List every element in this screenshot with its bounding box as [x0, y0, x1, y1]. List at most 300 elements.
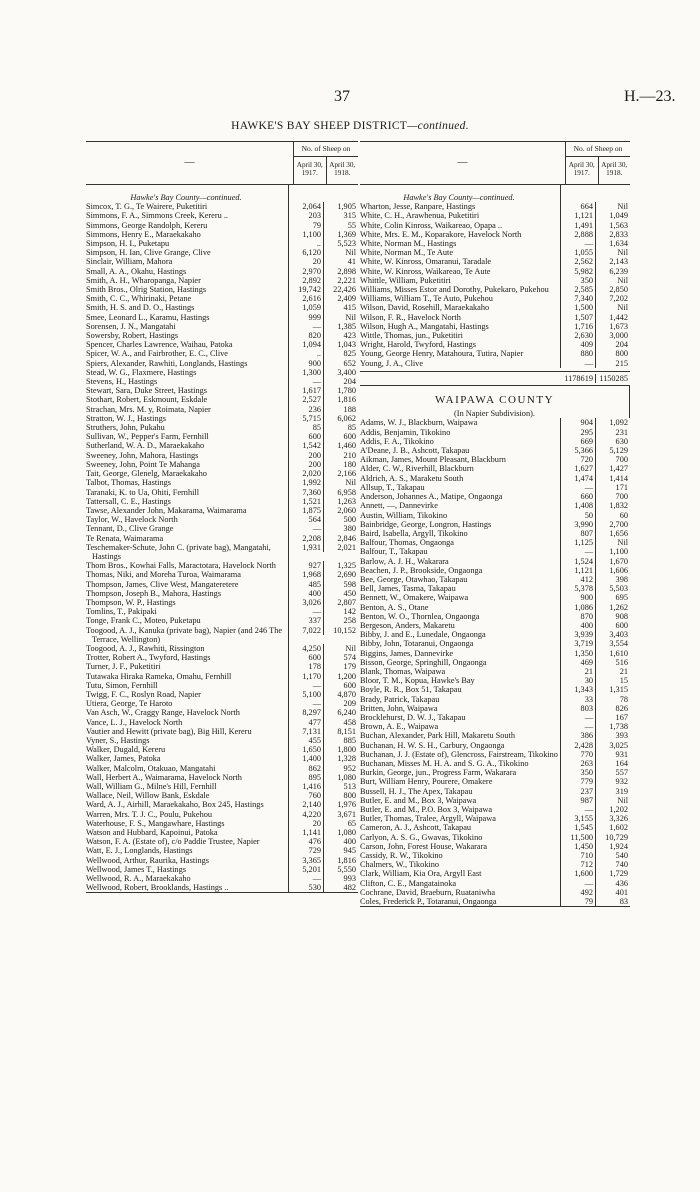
- table-row: [360, 805, 630, 814]
- sheep-1918: 6,239: [609, 266, 628, 276]
- owner-name: Walker, Dugald, Kereru: [86, 745, 289, 754]
- table-row: [86, 754, 358, 763]
- owner-name: Buchanan, H. W. S. H., Carbury, Ongaonga: [360, 741, 561, 750]
- table-row: [86, 598, 358, 607]
- sheep-1918: 1,976: [337, 800, 356, 810]
- sheep-1917: 21: [561, 667, 596, 676]
- sheep-1917: 200: [289, 460, 324, 469]
- sheep-1918: 436: [615, 878, 628, 888]
- table-row: [360, 704, 630, 713]
- sheep-1917: 1,627: [561, 464, 596, 473]
- table-row: [360, 285, 630, 294]
- table-row: [86, 828, 358, 837]
- table-row: [86, 405, 358, 414]
- sheep-1918: 1,049: [609, 211, 628, 221]
- sheep-1917: 1,875: [289, 506, 324, 515]
- owner-name: Tait, George, Glenelg, Maraekakaho: [86, 469, 289, 478]
- table-row: [360, 879, 630, 888]
- owner-name: Boyle, R. R., Box 51, Takapau: [360, 685, 561, 694]
- sheep-1918: 482: [343, 883, 356, 893]
- owner-name: Stratton, W. J., Hastings: [86, 414, 289, 423]
- sheep-1917: 1,416: [289, 782, 324, 791]
- sheep-1917: 999: [289, 313, 324, 322]
- table-row: [86, 543, 358, 561]
- sheep-1918: 393: [615, 731, 628, 741]
- sheep-1918: 952: [343, 763, 356, 773]
- sheep-1918: 1,442: [609, 312, 628, 322]
- sheep-1917: 987: [561, 796, 596, 805]
- sheep-1917: 1,650: [289, 745, 324, 754]
- sheep-1917: 760: [289, 791, 324, 800]
- sheep-1918: 6,062: [337, 413, 356, 423]
- table-row: [360, 313, 630, 322]
- table-row: [86, 764, 358, 773]
- sheep-1918: 540: [615, 851, 628, 861]
- table-row: [86, 515, 358, 524]
- table-row: [86, 239, 358, 248]
- owner-name: Adams, W. J., Blackburn, Waipawa: [360, 418, 561, 427]
- table-row: [360, 796, 630, 805]
- sheep-1918: 800: [615, 349, 628, 359]
- table-row: [360, 630, 630, 639]
- owner-name: Wittle, Thomas, jun., Puketitiri: [360, 331, 561, 340]
- owner-name: White, Mrs. E. M., Koparakore, Havelock North: [360, 230, 561, 239]
- sheep-1918: 2,807: [337, 597, 356, 607]
- owner-name: Buchanan, J. J. (Estate of), Glencross, Fairstream, Tikokino: [360, 750, 561, 759]
- sheep-1917: 770: [561, 750, 596, 759]
- owner-name: Wallace, Neil, Willow Bank, Eskdale: [86, 791, 289, 800]
- section-heading-row: [86, 185, 358, 202]
- table-row: [86, 874, 358, 883]
- sheep-1917: 4,250: [289, 644, 324, 653]
- sheep-1917: 2,527: [289, 395, 324, 404]
- header-dash: —: [86, 142, 294, 184]
- header-dash: —: [360, 142, 566, 184]
- owner-name: Simcox, T. G., Te Wairere, Puketitiri: [86, 202, 289, 211]
- owner-name: Carlyon, A. S. G., Gwavas, Tikokino: [360, 833, 561, 842]
- sheep-1918: 41: [347, 257, 356, 267]
- sheep-1917: 7,131: [289, 727, 324, 736]
- sheep-1918: 10,729: [605, 832, 628, 842]
- table-row: [360, 888, 630, 897]
- owner-name: Sullivan, W., Pepper's Farm, Fernhill: [86, 432, 289, 441]
- owner-name: Bennett, W., Omakere, Waipawa: [360, 593, 561, 602]
- table-row: [86, 359, 358, 368]
- sheep-1918: 315: [343, 211, 356, 221]
- owner-name: Addis, F. A., Tikokino: [360, 437, 561, 446]
- table-row: [360, 239, 630, 248]
- sheep-1917: —: [289, 322, 324, 331]
- owner-name: Butler, E. and M., Box 3, Waipawa: [360, 796, 561, 805]
- sheep-1918: 164: [615, 758, 628, 768]
- sheep-1918: 1,610: [609, 648, 628, 658]
- table-row: [360, 464, 630, 473]
- sheep-1917: 2,020: [289, 469, 324, 478]
- sheep-1918: Nil: [617, 275, 628, 285]
- sheep-1917: 900: [289, 359, 324, 368]
- owner-name: Baird, Isabella, Argyll, Tikokino: [360, 529, 561, 538]
- table-row: [86, 257, 358, 266]
- sheep-1918: 3,403: [609, 630, 628, 640]
- table-row: [360, 211, 630, 220]
- table-row: [86, 469, 358, 478]
- table-row: [360, 455, 630, 464]
- sheep-1918: 3,400: [337, 367, 356, 377]
- sheep-1917: 2,892: [289, 276, 324, 285]
- sheep-1917: 409: [561, 340, 596, 349]
- sheep-1917: 295: [561, 428, 596, 437]
- owner-name: Toogood, A. J., Rawhiti, Rissington: [86, 644, 289, 653]
- sheep-1918: 1,905: [337, 202, 356, 212]
- table-row: [86, 819, 358, 828]
- owner-name: Stead, W. G., Flaxmere, Hastings: [86, 368, 289, 377]
- sheep-1918: 6,240: [337, 708, 356, 718]
- sheep-1917: 669: [561, 437, 596, 446]
- sheep-1917: 1,350: [561, 649, 596, 658]
- sheep-1917: 1,170: [289, 672, 324, 681]
- table-row: [360, 658, 630, 667]
- sheep-1918: 142: [343, 607, 356, 617]
- sheep-1918: 1,738: [609, 722, 628, 732]
- sheep-1917: 900: [561, 593, 596, 602]
- table-row: [360, 584, 630, 593]
- sheep-1918: 83: [619, 897, 628, 907]
- sheep-1918: 204: [343, 377, 356, 387]
- table-row: [360, 612, 630, 621]
- table-row: [86, 810, 358, 819]
- owner-name: Tattersall, C. E., Hastings: [86, 497, 289, 506]
- sheep-1918: 932: [615, 777, 628, 787]
- table-row: [86, 202, 358, 211]
- sheep-1917: 2,585: [561, 285, 596, 294]
- sheep-1918: 825: [343, 349, 356, 359]
- sheep-1918: 652: [343, 358, 356, 368]
- sheep-1917: 2,630: [561, 331, 596, 340]
- sheep-1917: 820: [289, 331, 324, 340]
- sheep-1918: 2,143: [609, 257, 628, 267]
- table-row: [86, 534, 358, 543]
- sheep-1917: 1,059: [289, 303, 324, 312]
- sheep-1918: 6,958: [337, 487, 356, 497]
- sheep-1918: 1,460: [337, 441, 356, 451]
- owner-name: Cochrane, David, Braeburn, Ruataniwha: [360, 888, 561, 897]
- table-row: [86, 331, 358, 340]
- sheep-1917: 337: [289, 616, 324, 625]
- sheep-1917: 85: [289, 423, 324, 432]
- sheep-1917: 1,100: [289, 230, 324, 239]
- owner-name: Clark, William, Kia Ora, Argyll East: [360, 869, 561, 878]
- sheep-1917: 386: [561, 731, 596, 740]
- sheep-1918: 3,000: [609, 331, 628, 341]
- sheep-1917: —: [289, 681, 324, 690]
- owner-name: Clifton, C. E., Mangatainoka: [360, 879, 561, 888]
- owner-name: Benton, W. O., Thornlea, Ongaonga: [360, 612, 561, 621]
- table-row: [86, 681, 358, 690]
- table-row: [86, 478, 358, 487]
- sheep-1918: 908: [615, 611, 628, 621]
- right-table-header: [360, 141, 630, 185]
- table-row: [86, 432, 358, 441]
- table-row: [360, 869, 630, 878]
- sheep-1917: 600: [289, 653, 324, 662]
- sheep-1918: 319: [615, 786, 628, 796]
- sheep-1917: 1,141: [289, 828, 324, 837]
- table-row: [86, 837, 358, 846]
- sheep-1918: 1,414: [609, 473, 628, 483]
- total-1918: 1150285: [599, 373, 628, 383]
- table-row: [86, 782, 358, 791]
- owner-name: Van Asch, W., Craggy Range, Havelock North: [86, 708, 289, 717]
- sheep-1917: 200: [289, 451, 324, 460]
- table-row: [86, 524, 358, 533]
- sheep-1918: 10,152: [333, 625, 356, 635]
- owner-name: Bee, George, Otawhao, Takapau: [360, 575, 561, 584]
- table-row: [86, 626, 358, 644]
- sheep-1917: 2,140: [289, 800, 324, 809]
- sheep-1918: 415: [343, 303, 356, 313]
- sheep-1918: Nil: [617, 795, 628, 805]
- sheep-1918: 945: [343, 846, 356, 856]
- sheep-1917: 4,220: [289, 810, 324, 819]
- table-row: [86, 488, 358, 497]
- owner-name: Austin, William, Tikokino: [360, 511, 561, 520]
- sheep-1918: 7,202: [609, 294, 628, 304]
- sheep-1918: 1,780: [337, 386, 356, 396]
- sheep-1917: 2,562: [561, 257, 596, 266]
- sheep-1918: 380: [343, 524, 356, 534]
- table-row: [360, 202, 630, 211]
- owner-name: Balfour, T., Takapau: [360, 547, 561, 556]
- sheep-1918: 8,151: [337, 726, 356, 736]
- sheep-1918: 188: [343, 404, 356, 414]
- table-row: [360, 814, 630, 823]
- table-row: [86, 267, 358, 276]
- sheep-1918: 450: [343, 588, 356, 598]
- owner-name: Wellwood, James T., Hastings: [86, 865, 289, 874]
- owner-name: Smith, A. H., Wharopanga, Napier: [86, 276, 289, 285]
- table-row: [360, 437, 630, 446]
- table-row: [360, 722, 630, 731]
- sheep-1917: 710: [561, 851, 596, 860]
- total-1917: 1178619: [561, 374, 596, 383]
- sheep-1918: 1,092: [609, 418, 628, 428]
- sheep-1918: 557: [615, 768, 628, 778]
- sheep-1917: 203: [289, 211, 324, 220]
- owner-name: Cassidy, R. W., Tikokino: [360, 851, 561, 860]
- table-row: [360, 428, 630, 437]
- date-1918-header: April 30, 1918.: [329, 161, 356, 177]
- table-row: [86, 414, 358, 423]
- sheep-1918: 600: [343, 680, 356, 690]
- owner-name: Spiers, Alexander, Rawhiti, Longlands, Hastings: [86, 359, 289, 368]
- sheep-1918: 400: [343, 837, 356, 847]
- table-row: [86, 856, 358, 865]
- owner-name: Balfour, Thomas, Ongaonga: [360, 538, 561, 547]
- owner-name: Simmons, George Randolph, Kereru: [86, 221, 289, 230]
- table-row: [360, 639, 630, 648]
- table-row: [86, 846, 358, 855]
- table-row: [86, 718, 358, 727]
- sheep-1918: 1,800: [337, 745, 356, 755]
- table-row: [360, 303, 630, 312]
- sheep-1917: 237: [561, 787, 596, 796]
- table-row: [86, 800, 358, 809]
- sheep-1917: 2,428: [561, 741, 596, 750]
- table-row: [360, 230, 630, 239]
- sheep-1917: —: [289, 699, 324, 708]
- sheep-1917: 11,500: [561, 833, 596, 842]
- table-row: [360, 248, 630, 257]
- owner-name: Wellwood, Arthur, Raurika, Hastings: [86, 856, 289, 865]
- sheep-1918: 179: [343, 662, 356, 672]
- owner-name: Stewart, Sara, Duke Street, Hastings: [86, 386, 289, 395]
- owner-name: Teschemaker-Schute, John C. (private bag), Mangatahi, Hastings: [86, 543, 289, 561]
- sheep-1917: 1,125: [561, 538, 596, 547]
- table-row: [86, 303, 358, 312]
- table-row: [86, 349, 358, 358]
- table-row: [360, 787, 630, 796]
- sheep-1917: 807: [561, 529, 596, 538]
- sheep-1918: 2,409: [337, 294, 356, 304]
- owner-name: Smith Bros., Olrig Station, Hastings: [86, 285, 289, 294]
- sheep-1917: 263: [561, 759, 596, 768]
- owner-name: Alder, C. W., Riverhill, Blackburn: [360, 464, 561, 473]
- owner-name: White, C. H., Arawhenua, Puketitiri: [360, 211, 561, 220]
- totals-row: [360, 371, 630, 385]
- sheep-1918: 15: [619, 676, 628, 686]
- sheep-1918: 2,021: [337, 542, 356, 552]
- owner-name: Thomas, Niki, and Moreha Turoa, Waimarama: [86, 570, 289, 579]
- sheep-1917: 2,208: [289, 534, 324, 543]
- owner-name: Britten, John, Waipawa: [360, 704, 561, 713]
- table-row: [86, 699, 358, 708]
- sheep-1918: 22,426: [333, 285, 356, 295]
- sheep-1918: 210: [343, 450, 356, 460]
- sheep-1918: 3,025: [609, 740, 628, 750]
- sheep-1918: 2,898: [337, 266, 356, 276]
- sheep-1918: Nil: [617, 303, 628, 313]
- sheep-1917: 600: [289, 432, 324, 441]
- owner-name: Whittle, William, Puketitiri: [360, 276, 561, 285]
- owner-name: Wharton, Jesse, Ranpare, Hastings: [360, 202, 561, 211]
- left-table-header: [86, 141, 358, 185]
- sheep-1917: 400: [561, 621, 596, 630]
- county-subheading: (In Napier Subdivision).: [360, 409, 630, 418]
- owner-name: Spencer, Charles Lawrence, Waihau, Patoka: [86, 340, 289, 349]
- table-row: [86, 644, 358, 653]
- sheep-1917: —: [561, 483, 596, 492]
- owner-name: Simpson, H. I., Puketapu: [86, 239, 289, 248]
- table-row: [86, 377, 358, 386]
- table-row: [360, 501, 630, 510]
- table-row: [360, 860, 630, 869]
- sheep-1918: 600: [343, 432, 356, 442]
- owner-name: Bainbridge, George, Longron, Hastings: [360, 520, 561, 529]
- sheep-1917: 1,524: [561, 557, 596, 566]
- owner-name: Thompson, W. P., Hastings: [86, 598, 289, 607]
- owner-name: Bergeson, Anders, Makaretu: [360, 621, 561, 630]
- sheep-1918: 500: [343, 515, 356, 525]
- table-row: [86, 340, 358, 349]
- sheep-1918: 1,315: [609, 685, 628, 695]
- owner-name: Wilson, Hugh A., Mangatahi, Hastings: [360, 322, 561, 331]
- table-row: [360, 547, 630, 556]
- sheep-1918: 204: [615, 340, 628, 350]
- table-row: [360, 359, 630, 368]
- table-row: [86, 690, 358, 699]
- table-row: [86, 460, 358, 469]
- sheep-1917: 2,888: [561, 230, 596, 239]
- table-row: [360, 557, 630, 566]
- owner-name: Burt, William Henry, Pourere, Omakere: [360, 777, 561, 786]
- owner-name: Smith, C. C., Whirinaki, Petane: [86, 294, 289, 303]
- owner-name: Vyner, S., Hastings: [86, 736, 289, 745]
- table-row: [86, 883, 358, 892]
- sheep-1917: 1,992: [289, 478, 324, 487]
- sheep-1917: —: [561, 239, 596, 248]
- sheep-1918: 1,673: [609, 321, 628, 331]
- sheep-1917: 455: [289, 736, 324, 745]
- owner-name: Tomlins, T., Pakipaki: [86, 607, 289, 616]
- sheep-1918: 740: [615, 860, 628, 870]
- owner-name: Bloor, T. M., Kopua, Hawke's Bay: [360, 676, 561, 685]
- left-table: [86, 141, 358, 893]
- sheep-1918: 695: [615, 593, 628, 603]
- sheep-1918: 3,671: [337, 809, 356, 819]
- owner-name: White, W. Kinross, Omaranui, Taradale: [360, 257, 561, 266]
- sheep-1917: —: [289, 524, 324, 533]
- sheep-1917: 3,939: [561, 630, 596, 639]
- owner-name: Anderson, Johannes A., Matipe, Ongaonga: [360, 492, 561, 501]
- sheep-1918: Nil: [617, 248, 628, 258]
- sheep-1918: 2,846: [337, 533, 356, 543]
- owner-name: Sweeney, John, Mahora, Hastings: [86, 451, 289, 460]
- sheep-1918: 2,700: [609, 519, 628, 529]
- table-row: [86, 285, 358, 294]
- sheep-count-label: No. of Sheep on: [294, 142, 358, 157]
- table-row: [360, 520, 630, 529]
- sheep-1917: 7,360: [289, 488, 324, 497]
- table-row: [360, 267, 630, 276]
- sheep-1917: 5,201: [289, 865, 324, 874]
- owner-name: White, Norman M., Hastings: [360, 239, 561, 248]
- table-row: [360, 603, 630, 612]
- sheep-1917: 8,297: [289, 708, 324, 717]
- sheep-1917: 1,094: [289, 340, 324, 349]
- table-row: [360, 492, 630, 501]
- sheep-1917: —: [561, 359, 596, 368]
- sheep-1918: 2,690: [337, 570, 356, 580]
- sheep-1917: 2,616: [289, 294, 324, 303]
- owner-name: Talbot, Thomas, Hastings: [86, 478, 289, 487]
- sheep-1917: 803: [561, 704, 596, 713]
- sheep-1917: 862: [289, 764, 324, 773]
- table-row: [86, 791, 358, 800]
- sheep-1917: 1,617: [289, 386, 324, 395]
- owner-name: Ward, A. J., Airhill, Maraekakaho, Box 245, Hastings: [86, 800, 289, 809]
- table-row: [86, 313, 358, 322]
- sheep-1917: 400: [289, 589, 324, 598]
- owner-name: Simmons, F. A., Simmons Creek, Kereru ..: [86, 211, 289, 220]
- owner-name: Vautier and Hewitt (private bag), Big Hill, Kereru: [86, 727, 289, 736]
- sheep-1917: 2,970: [289, 267, 324, 276]
- owner-name: Walker, Malcolm, Otakuao, Mangatahi: [86, 764, 289, 773]
- sheep-1918: 700: [615, 492, 628, 502]
- table-row: [360, 538, 630, 547]
- sheep-1917: 6,120: [289, 248, 324, 257]
- owner-name: Stevens, H., Hastings: [86, 377, 289, 386]
- sheep-1917: 1,542: [289, 441, 324, 450]
